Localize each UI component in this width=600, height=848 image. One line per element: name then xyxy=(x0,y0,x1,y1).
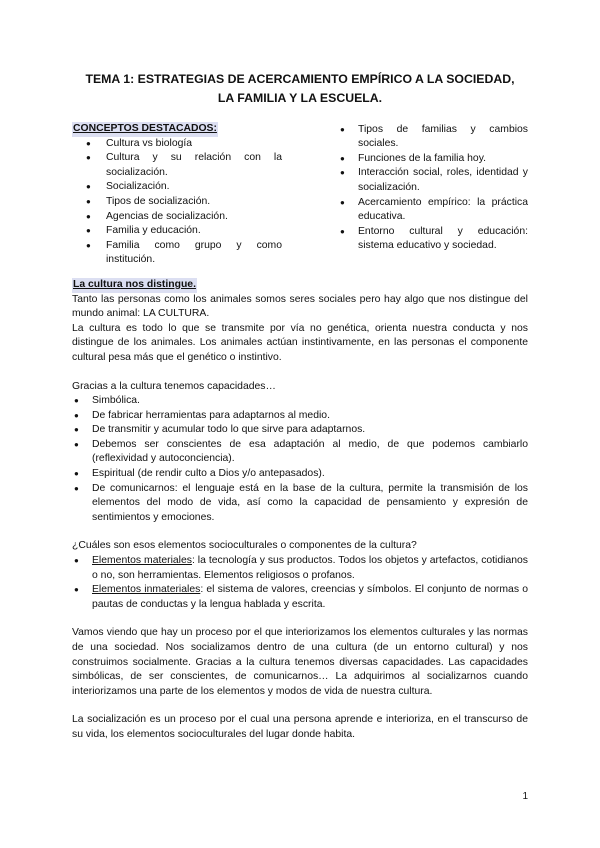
list-item: ● De fabricar herramientas para adaptarnos al medio. xyxy=(72,409,528,424)
paragraph: La cultura es todo lo que se transmite por vía no genética, orienta nuestra conducta y nos distingue de los animales. Los animales actúan instintivamente, en las personas el componente cultural pesa más que el genético o instintivo. xyxy=(72,322,528,363)
page-number: 1 xyxy=(522,791,528,802)
capacities-list xyxy=(72,394,528,525)
list-item: ● Tipos de familias y cambios sociales. xyxy=(338,123,528,152)
list-item: ● Familia y educación. xyxy=(84,224,282,239)
list-item: ● De transmitir y acumular todo lo que sirve para adaptarnos. xyxy=(72,423,528,438)
element-text: : el sistema de valores, creencias y símbolos. El conjunto de normas o pautas de conductas y la lengua hablada y escrita. xyxy=(92,584,528,610)
list-item: ● Cultura y su relación con la socialización. xyxy=(84,151,282,180)
list-item: ● Agencias de socialización. xyxy=(84,210,282,225)
list-item xyxy=(72,554,528,583)
capacities-intro: Gracias a la cultura tenemos capacidades… xyxy=(72,380,276,392)
paragraph: La socialización es un proceso por el cual una persona aprende e interioriza, en el transcurso de su vida, los elementos socioculturales del lugar donde habita. xyxy=(72,714,528,740)
list-item: ● Entorno cultural y educación: sistema educativo y sociedad. xyxy=(338,225,528,254)
document-title: TEMA 1: ESTRATEGIAS DE ACERCAMIENTO EMPÍRICO A LA SOCIEDAD, LA FAMILIA Y LA ESCUELA. xyxy=(85,72,515,105)
list-item xyxy=(72,583,528,612)
list-item: ● Interacción social, roles, identidad y socialización. xyxy=(338,166,528,195)
list-item: ● Espiritual (de rendir culto a Dios y/o antepasados). xyxy=(72,467,528,482)
list-item: ● Cultura vs biología xyxy=(84,137,282,152)
elements-list xyxy=(72,554,528,612)
list-item: ● Tipos de socialización. xyxy=(84,195,282,210)
concepts-left-column xyxy=(84,137,282,268)
element-text: : la tecnología y sus productos. Todos los objetos y artefactos, cotidianos o no, son herramientas. Elementos religiosos o profanos. xyxy=(92,555,528,581)
list-item: ● Acercamiento empírico: la práctica educativa. xyxy=(338,196,528,225)
paragraph: Vamos viendo que hay un proceso por el que interiorizamos los elementos culturales y las normas de una sociedad. Nos socializamos dentro de una cultura (de un entorno cultural) y nos construimos socialmente. Gracias a la cultura tenemos diversas capacidades. Las capacidades simbólicas, de ser conscientes, de comunicarnos… La adquirimos al socializarnos cuando interiorizamos una parte de los elementos y modos de vida de nuestra cultura. xyxy=(72,627,528,697)
culture-section xyxy=(72,278,528,743)
element-label: Elementos materiales xyxy=(92,555,192,567)
concepts-heading: CONCEPTOS DESTACADOS: xyxy=(72,122,218,137)
concepts-right-column xyxy=(338,123,528,268)
concepts-section xyxy=(72,122,528,268)
list-item: ● Socialización. xyxy=(84,180,282,195)
list-item: ● Familia como grupo y como institución. xyxy=(84,239,282,268)
list-item: ● De comunicarnos: el lenguaje está en la base de la cultura, permite la transmisión de los elementos del modo de vida, así como la capacidad de pensamiento y expresión de sentimientos y emociones. xyxy=(72,482,528,526)
elements-question: ¿Cuáles son esos elementos socioculturales o componentes de la cultura? xyxy=(72,540,417,552)
list-item: ● Debemos ser conscientes de esa adaptación al medio, de que podemos cambiarlo (reflexividad y autoconciencia). xyxy=(72,438,528,467)
paragraph: Tanto las personas como los animales somos seres sociales pero hay algo que nos distingue del mundo animal: LA CULTURA. xyxy=(72,293,528,320)
list-item: ● Simbólica. xyxy=(72,394,528,409)
document-page xyxy=(72,70,528,743)
list-item: ● Funciones de la familia hoy. xyxy=(338,152,528,167)
element-label: Elementos inmateriales xyxy=(92,584,201,596)
culture-heading: La cultura nos distingue. xyxy=(72,278,197,293)
